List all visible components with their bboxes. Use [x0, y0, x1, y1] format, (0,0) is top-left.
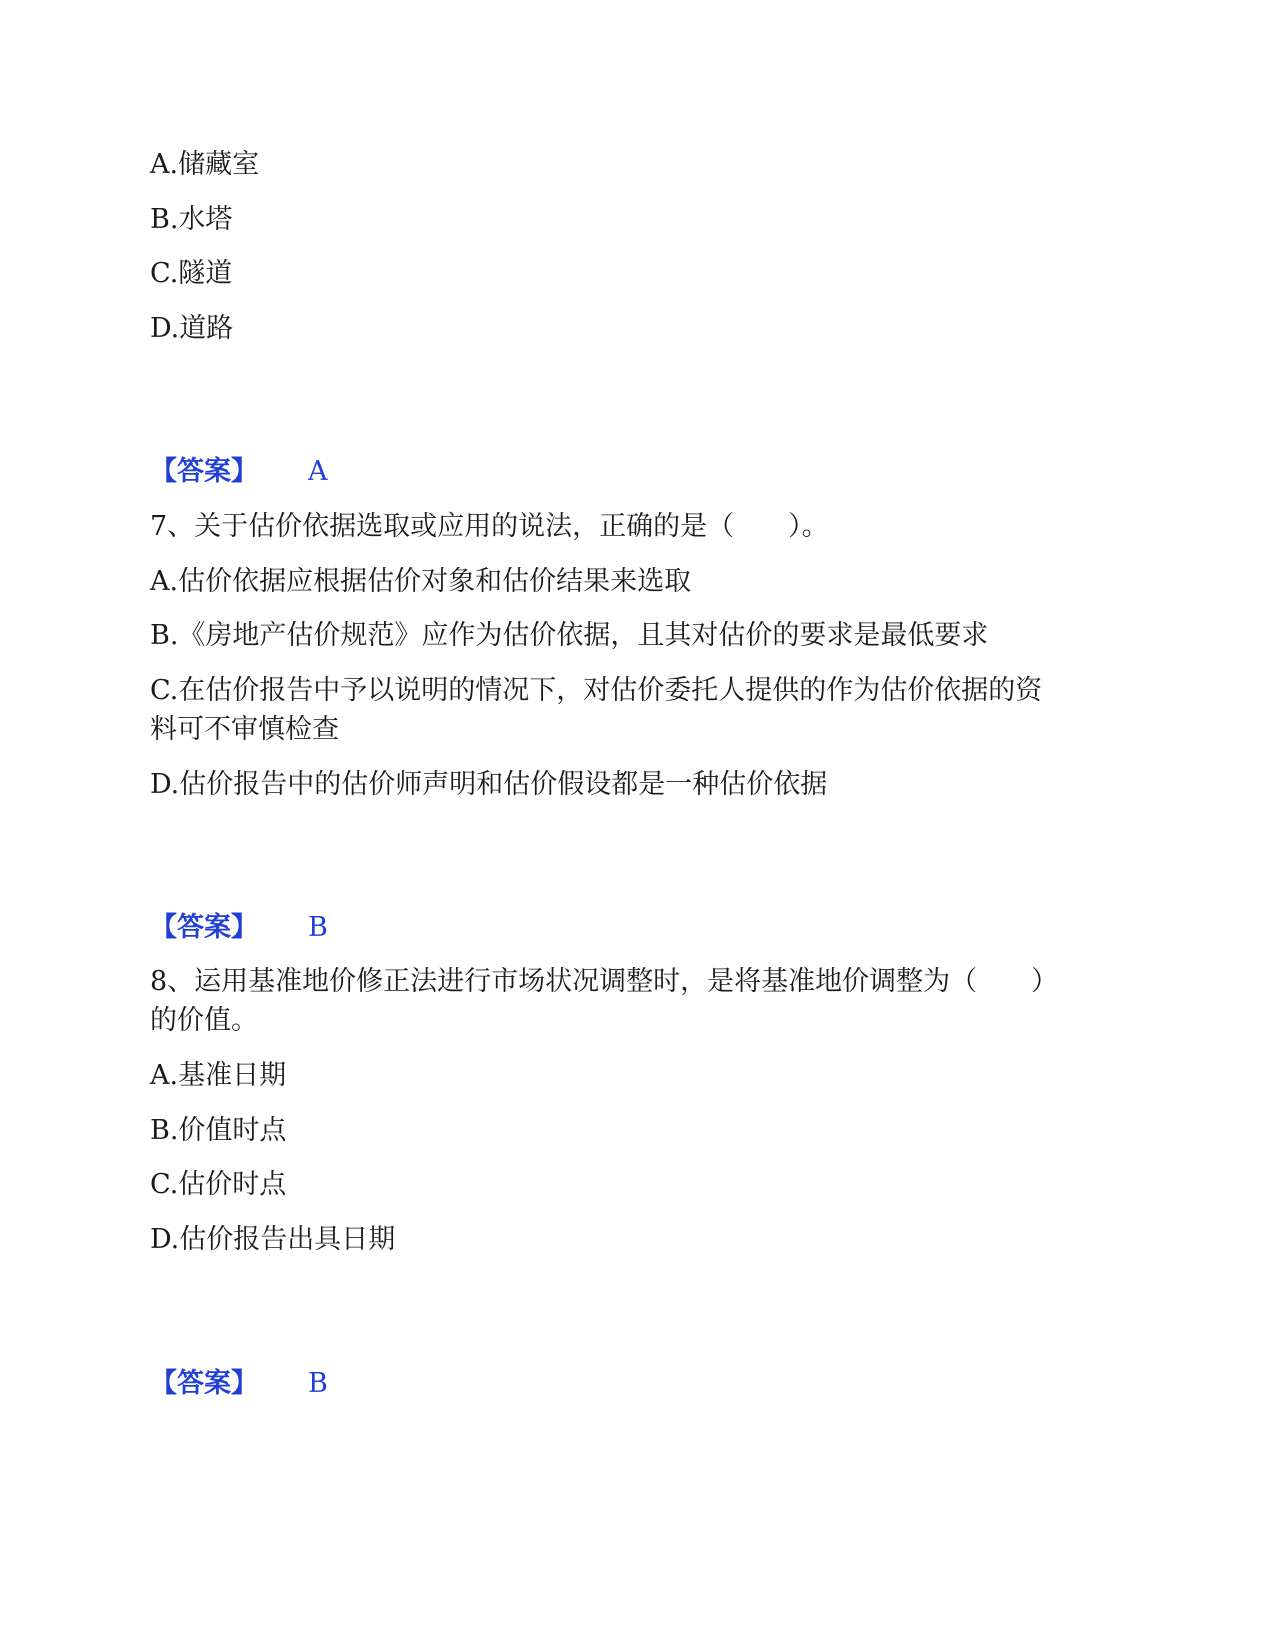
q7-question: 7、关于估价依据选取或应用的说法，正确的是（ ）。 — [150, 511, 829, 542]
q8-answer-label: 【答案】 — [150, 1368, 258, 1399]
q6-answer — [150, 452, 328, 492]
q7-option-c: C.在估价报告中予以说明的情况下，对估价委托人提供的作为估价依据的资 — [150, 675, 1043, 706]
q8-option-a: A.基准日期 — [150, 1060, 287, 1091]
q8-question-cont: 的价值。 — [150, 1005, 258, 1036]
q6-answer-value: A — [308, 456, 328, 487]
q7-option-c-cont: 料可不审慎检查 — [150, 714, 339, 745]
q6-option-b: B.水塔 — [150, 204, 233, 235]
q8-answer — [150, 1364, 328, 1404]
q7-answer — [150, 908, 328, 948]
q8-option-c: C.估价时点 — [150, 1169, 287, 1200]
q6-answer-label: 【答案】 — [150, 456, 258, 487]
q7-option-b: B.《房地产估价规范》应作为估价依据，且其对估价的要求是最低要求 — [150, 620, 989, 651]
q7-answer-label: 【答案】 — [150, 912, 258, 943]
q6-option-a: A.储藏室 — [150, 149, 260, 180]
q6-option-c: C.隧道 — [150, 258, 233, 289]
q7-option-d: D.估价报告中的估价师声明和估价假设都是一种估价依据 — [150, 769, 828, 800]
q6-option-d: D.道路 — [150, 313, 234, 344]
q8-answer-value: B — [308, 1368, 328, 1399]
q7-answer-value: B — [308, 912, 328, 943]
q8-question: 8、运用基准地价修正法进行市场状况调整时，是将基准地价调整为（ ） — [150, 966, 1059, 997]
q7-option-a: A.估价依据应根据估价对象和估价结果来选取 — [150, 566, 692, 597]
q8-option-b: B.价值时点 — [150, 1115, 287, 1146]
q8-option-d: D.估价报告出具日期 — [150, 1224, 396, 1255]
